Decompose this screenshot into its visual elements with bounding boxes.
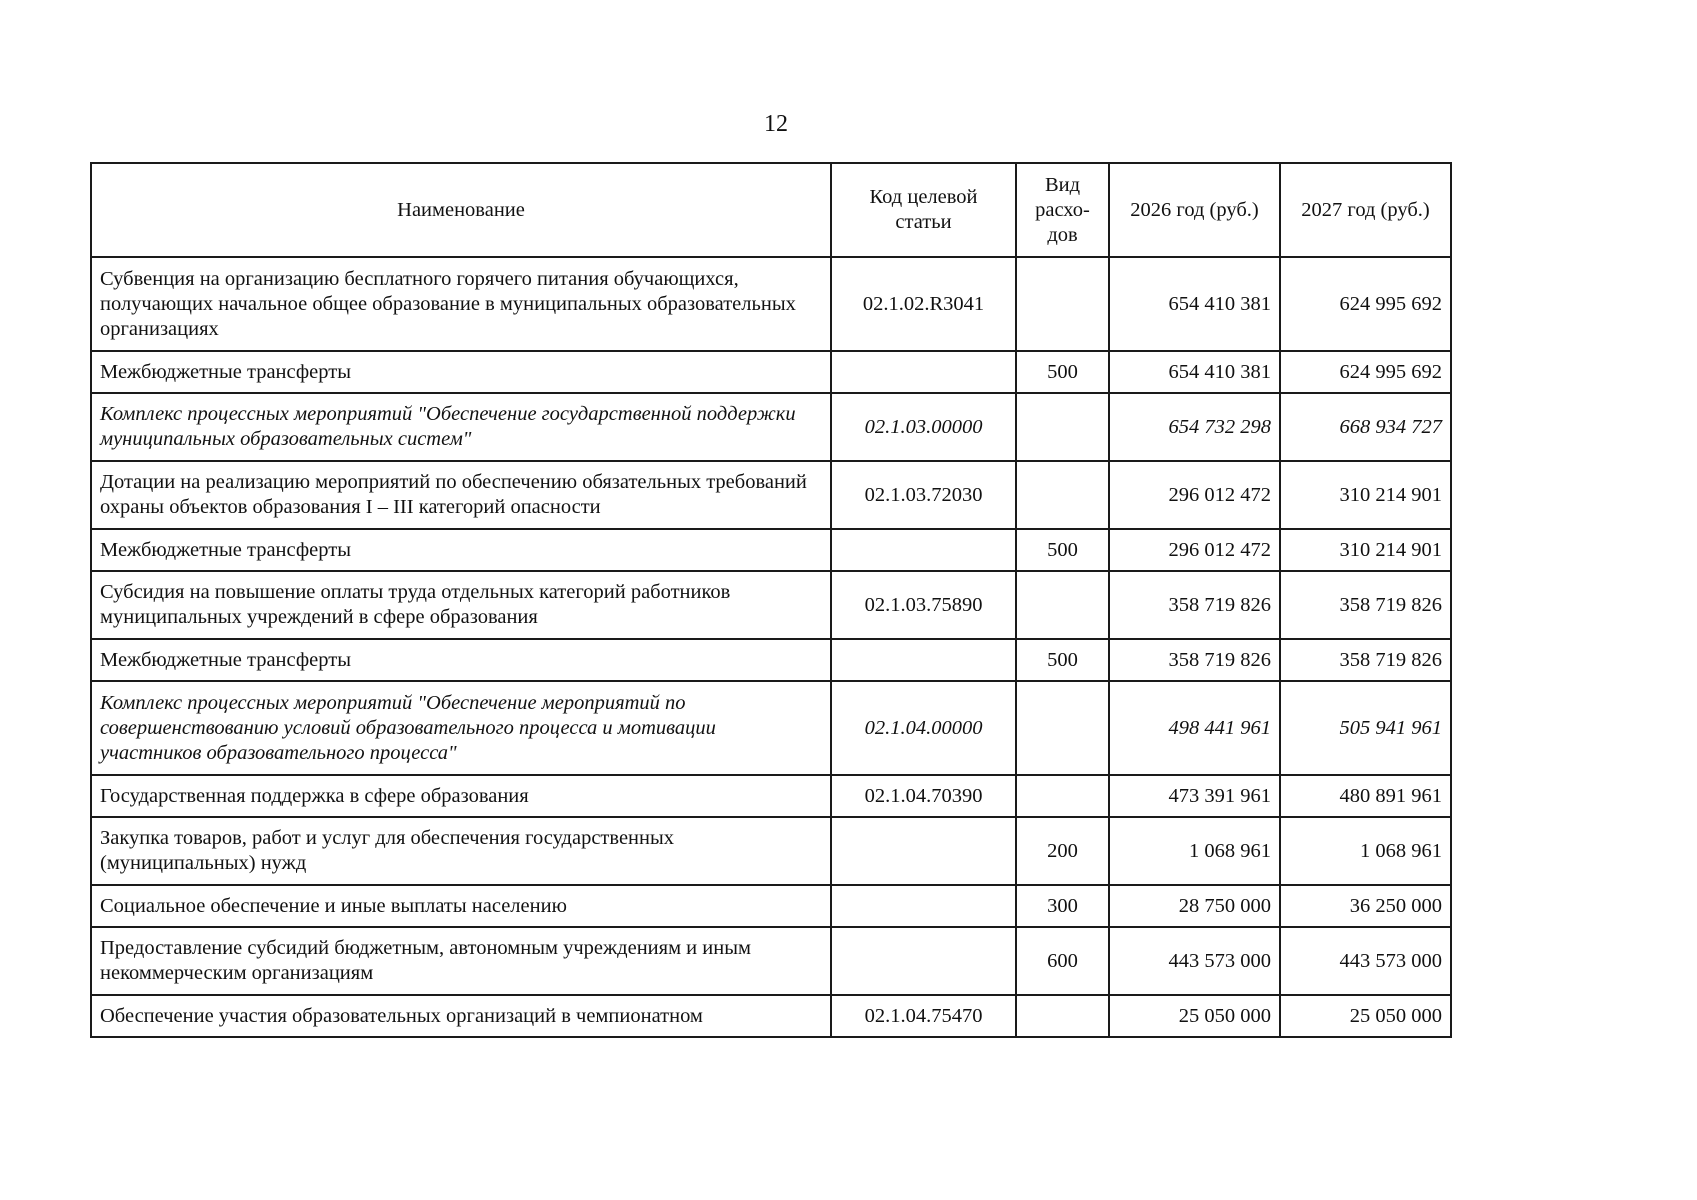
cell-2027: 624 995 692	[1280, 257, 1451, 351]
cell-code	[831, 817, 1016, 885]
cell-2027: 358 719 826	[1280, 639, 1451, 681]
cell-2027: 310 214 901	[1280, 461, 1451, 529]
table-body	[91, 257, 1451, 1037]
table-row	[91, 885, 1451, 927]
cell-code	[831, 927, 1016, 995]
cell-name: Субвенция на организацию бесплатного горячего питания обучающихся, получающих начальное общее образование в муниципальных образовательных организациях	[91, 257, 831, 351]
header-name: Наименование	[91, 163, 831, 257]
cell-2027: 358 719 826	[1280, 571, 1451, 639]
cell-kind	[1016, 571, 1109, 639]
cell-name: Обеспечение участия образовательных организаций в чемпионатном	[91, 995, 831, 1037]
table-row	[91, 571, 1451, 639]
cell-code: 02.1.02.R3041	[831, 257, 1016, 351]
cell-code: 02.1.03.75890	[831, 571, 1016, 639]
table-row	[91, 639, 1451, 681]
cell-2026: 296 012 472	[1109, 529, 1280, 571]
cell-kind	[1016, 393, 1109, 461]
cell-2027: 668 934 727	[1280, 393, 1451, 461]
header-row	[91, 163, 1451, 257]
cell-kind	[1016, 681, 1109, 775]
cell-2027: 624 995 692	[1280, 351, 1451, 393]
header-2026: 2026 год (руб.)	[1109, 163, 1280, 257]
page-number: 12	[764, 111, 788, 137]
cell-code: 02.1.04.75470	[831, 995, 1016, 1037]
cell-2026: 296 012 472	[1109, 461, 1280, 529]
cell-name: Межбюджетные трансферты	[91, 351, 831, 393]
cell-kind: 500	[1016, 351, 1109, 393]
cell-2026: 654 410 381	[1109, 257, 1280, 351]
cell-name: Межбюджетные трансферты	[91, 639, 831, 681]
cell-2026: 443 573 000	[1109, 927, 1280, 995]
cell-kind: 500	[1016, 639, 1109, 681]
cell-2027: 25 050 000	[1280, 995, 1451, 1037]
cell-2026: 358 719 826	[1109, 639, 1280, 681]
cell-2026: 28 750 000	[1109, 885, 1280, 927]
cell-name: Субсидия на повышение оплаты труда отдельных категорий работников муниципальных учреждений в сфере образования	[91, 571, 831, 639]
table-row	[91, 817, 1451, 885]
cell-kind	[1016, 461, 1109, 529]
cell-kind: 200	[1016, 817, 1109, 885]
table-row	[91, 257, 1451, 351]
cell-name: Комплекс процессных мероприятий "Обеспечение государственной поддержки муниципальных образовательных систем"	[91, 393, 831, 461]
cell-2027: 1 068 961	[1280, 817, 1451, 885]
table-row	[91, 529, 1451, 571]
header-2027: 2027 год (руб.)	[1280, 163, 1451, 257]
cell-code: 02.1.03.72030	[831, 461, 1016, 529]
cell-2026: 25 050 000	[1109, 995, 1280, 1037]
cell-kind: 300	[1016, 885, 1109, 927]
cell-2027: 505 941 961	[1280, 681, 1451, 775]
cell-code: 02.1.03.00000	[831, 393, 1016, 461]
cell-2026: 654 732 298	[1109, 393, 1280, 461]
cell-name: Предоставление субсидий бюджетным, автономным учреждениям и иным некоммерческим организациям	[91, 927, 831, 995]
cell-code: 02.1.04.70390	[831, 775, 1016, 817]
cell-name: Социальное обеспечение и иные выплаты населению	[91, 885, 831, 927]
cell-2027: 480 891 961	[1280, 775, 1451, 817]
cell-kind	[1016, 995, 1109, 1037]
cell-2026: 1 068 961	[1109, 817, 1280, 885]
budget-table	[90, 162, 1452, 1038]
cell-code: 02.1.04.00000	[831, 681, 1016, 775]
cell-code	[831, 639, 1016, 681]
cell-name: Закупка товаров, работ и услуг для обеспечения государственных (муниципальных) нужд	[91, 817, 831, 885]
table-row	[91, 995, 1451, 1037]
table-row	[91, 393, 1451, 461]
cell-2026: 654 410 381	[1109, 351, 1280, 393]
cell-2027: 36 250 000	[1280, 885, 1451, 927]
cell-name: Комплекс процессных мероприятий "Обеспечение мероприятий по совершенствованию условий образовательного процесса и мотивации участников образовательного процесса"	[91, 681, 831, 775]
table-row	[91, 351, 1451, 393]
cell-2027: 310 214 901	[1280, 529, 1451, 571]
table-row	[91, 775, 1451, 817]
table-row	[91, 927, 1451, 995]
cell-2026: 358 719 826	[1109, 571, 1280, 639]
cell-kind	[1016, 257, 1109, 351]
cell-code	[831, 351, 1016, 393]
table-header	[91, 163, 1451, 257]
cell-code	[831, 529, 1016, 571]
cell-name: Государственная поддержка в сфере образования	[91, 775, 831, 817]
cell-2026: 473 391 961	[1109, 775, 1280, 817]
table-row	[91, 681, 1451, 775]
table-row	[91, 461, 1451, 529]
cell-kind: 600	[1016, 927, 1109, 995]
cell-code	[831, 885, 1016, 927]
cell-name: Межбюджетные трансферты	[91, 529, 831, 571]
cell-2027: 443 573 000	[1280, 927, 1451, 995]
header-kind: Вид расхо-дов	[1016, 163, 1109, 257]
cell-kind: 500	[1016, 529, 1109, 571]
cell-name: Дотации на реализацию мероприятий по обеспечению обязательных требований охраны объектов образования I – III категорий опасности	[91, 461, 831, 529]
cell-2026: 498 441 961	[1109, 681, 1280, 775]
header-code: Код целевой статьи	[831, 163, 1016, 257]
cell-kind	[1016, 775, 1109, 817]
